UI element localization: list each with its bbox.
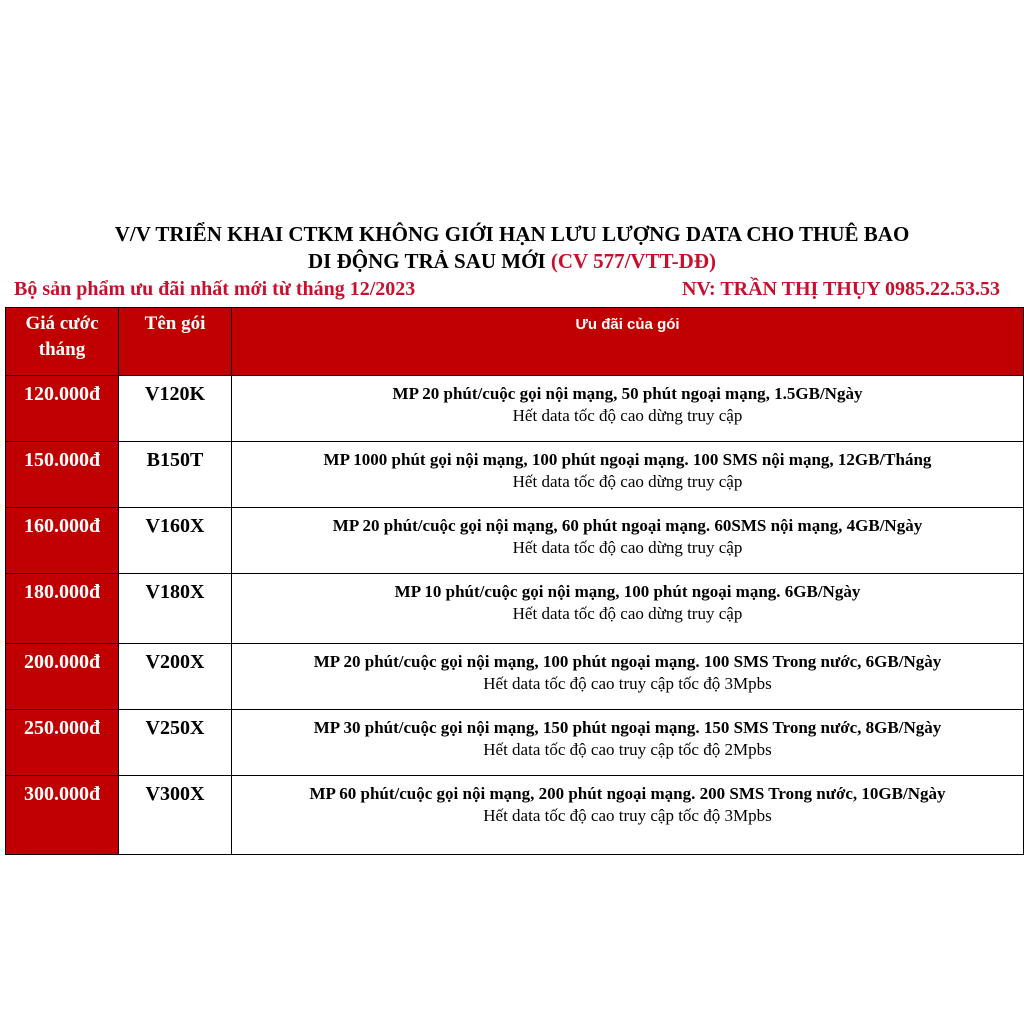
benefit-cell [232,776,1024,855]
benefit-main: MP 1000 phút gọi nội mạng, 100 phút ngoại mạng. 100 SMS nội mạng, 12GB/Tháng [323,450,932,469]
price-cell: 180.000đ [6,574,119,644]
benefit-cell [232,644,1024,710]
package-code-cell: V180X [119,574,232,644]
benefit-main: MP 30 phút/cuộc gọi nội mạng, 150 phút ngoại mạng. 150 SMS Trong nước, 8GB/Ngày [313,718,942,737]
document-title-line-2 [0,249,1024,273]
price-cell: 150.000đ [6,442,119,508]
package-code-cell: V200X [119,644,232,710]
price-cell: 300.000đ [6,776,119,855]
package-code-cell: V300X [119,776,232,855]
product-set-subtitle: Bộ sản phẩm ưu đãi nhất mới từ tháng 12/2023 [14,278,416,300]
table-row [6,644,1024,710]
benefit-main: MP 20 phút/cuộc gọi nội mạng, 100 phút ngoại mạng. 100 SMS Trong nước, 6GB/Ngày [313,652,942,671]
benefit-cell [232,442,1024,508]
benefit-main: MP 20 phút/cuộc gọi nội mạng, 60 phút ngoại mạng. 60SMS nội mạng, 4GB/Ngày [332,516,923,535]
package-code-cell: V250X [119,710,232,776]
benefit-main: MP 20 phút/cuộc gọi nội mạng, 50 phút ngoại mạng, 1.5GB/Ngày [392,384,863,403]
benefit-note: Hết data tốc độ cao truy cập tốc độ 3Mpbs [483,806,772,825]
benefit-cell [232,508,1024,574]
benefit-cell [232,574,1024,644]
header-package-name: Tên gói [119,308,232,376]
package-code-cell: V160X [119,508,232,574]
package-table [5,307,1024,855]
package-code-cell: B150T [119,442,232,508]
benefit-note: Hết data tốc độ cao dừng truy cập [512,604,743,623]
benefit-main: MP 60 phút/cuộc gọi nội mạng, 200 phút ngoại mạng. 200 SMS Trong nước, 10GB/Ngày [309,784,946,803]
table-row [6,376,1024,442]
price-cell: 250.000đ [6,710,119,776]
benefit-main: MP 10 phút/cuộc gọi nội mạng, 100 phút ngoại mạng. 6GB/Ngày [394,582,861,601]
package-code-cell: V120K [119,376,232,442]
title-line-2-text: DI ĐỘNG TRẢ SAU MỚI [308,249,551,273]
benefit-note: Hết data tốc độ cao truy cập tốc độ 2Mpbs [483,740,772,759]
table-row [6,442,1024,508]
benefit-note: Hết data tốc độ cao dừng truy cập [512,538,743,557]
benefit-cell [232,710,1024,776]
table-header-row [6,308,1024,376]
document-title-line-1: V/V TRIỂN KHAI CTKM KHÔNG GIỚI HẠN LƯU LƯỢNG DATA CHO THUÊ BAO [114,222,910,246]
benefit-note: Hết data tốc độ cao truy cập tốc độ 3Mpbs [483,674,772,693]
price-cell: 120.000đ [6,376,119,442]
benefit-note: Hết data tốc độ cao dừng truy cập [512,472,743,491]
price-cell: 160.000đ [6,508,119,574]
benefit-note: Hết data tốc độ cao dừng truy cập [512,406,743,425]
table-row [6,776,1024,855]
header-price: Giá cước tháng [6,308,119,376]
table-row [6,508,1024,574]
title-reference-code: (CV 577/VTT-DĐ) [550,249,716,273]
table-row [6,710,1024,776]
header-benefits: Ưu đãi của gói [232,308,1024,376]
price-cell: 200.000đ [6,644,119,710]
staff-contact: NV: TRẦN THỊ THỤY 0985.22.53.53 [681,278,1000,300]
table-row [6,574,1024,644]
benefit-cell [232,376,1024,442]
